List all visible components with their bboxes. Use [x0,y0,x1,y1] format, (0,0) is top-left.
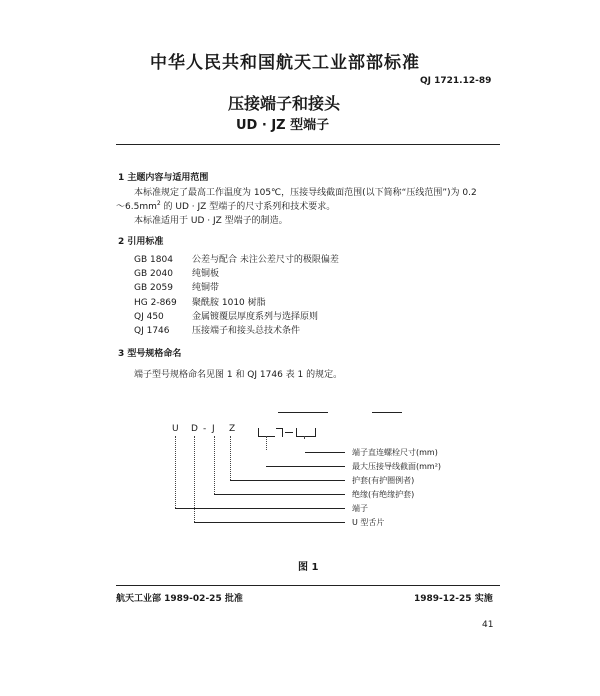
placeholder-dash [285,432,293,433]
page-number: 41 [482,620,494,630]
diagram-letter-z: Z [229,424,236,434]
leader-horizontal [266,466,345,467]
diagram-dash: - [203,424,207,434]
leader-horizontal [194,522,345,523]
figure-caption: 图 1 [298,562,319,573]
standard-number: QJ 1721.12-89 [420,76,492,86]
reference-code: GB 2059 [134,283,173,293]
reference-title: 公差与配合 未注公差尺寸的极限偏差 [192,255,339,265]
document-subtitle: UD · JZ 型端子 [236,118,330,133]
reference-code: QJ 1746 [134,326,170,336]
section-2-heading: 2 引用标准 [118,237,164,247]
reference-item [134,280,219,293]
leader-horizontal [175,508,345,509]
reference-code: GB 2040 [134,269,173,279]
section-1-paragraph-2: 本标准适用于 UD · JZ 型端子的制造。 [134,216,288,226]
label-insulation: 绝缘(有绝缘护套) [352,490,415,499]
label-sleeve: 护套(有护圈例者) [352,476,415,485]
leader-horizontal [305,452,345,453]
section-1-paragraph-1-line-2 [116,199,335,212]
section-1-heading: 1 主题内容与适用范围 [118,173,209,183]
leader-vertical [214,436,215,494]
approval-date: 航天工业部 1989-02-25 批准 [116,594,243,604]
reference-item [134,266,219,279]
range-text: ～6.5mm [116,202,157,212]
leader-vertical [266,436,267,450]
leader-horizontal [230,480,345,481]
placeholder-box [276,428,283,437]
reference-item [134,323,300,336]
superscript: 2 [156,200,161,207]
reference-title: 压接端子和接头总技术条件 [192,326,301,336]
range-text-tail: 的 UD · JZ 型端子的尺寸系列和技术要求。 [160,202,336,212]
diagram-letter-j: J [212,424,215,434]
leader-vertical [194,436,195,522]
top-rule [116,144,500,145]
placeholder-box [296,428,316,437]
reference-item [134,309,318,322]
section-3-paragraph: 端子型号规格命名见图 1 和 QJ 1746 表 1 的规定。 [134,370,343,380]
reference-title: 纯铜板 [192,269,220,279]
document-title: 压接端子和接头 [228,94,341,113]
reference-code: QJ 450 [134,312,164,322]
label-max-wire-section: 最大压接导线截面(mm²) [352,462,442,471]
diagram-letter-u: U [172,424,179,434]
leader-horizontal [214,494,345,495]
section-1-paragraph-1-line-1: 本标准规定了最高工作温度为 105℃，压接导线截面范围(以下简称“压线范围”)为 0.2 [134,188,477,198]
reference-item [134,252,339,265]
placeholder-overline [278,412,328,413]
label-stud-size: 端子直连螺栓尺寸(mm) [352,448,438,457]
reference-code: HG 2-869 [134,298,177,308]
reference-code: GB 1804 [134,255,173,265]
label-terminal: 端子 [352,504,368,513]
reference-title: 聚酰胺 1010 树脂 [192,298,266,308]
section-3-heading: 3 型号规格命名 [118,349,182,359]
standard-header: 中华人民共和国航天工业部部标准 [150,53,420,73]
leader-vertical [230,436,231,480]
label-u-tongue: U 型舌片 [352,518,385,527]
diagram-letter-d: D [191,424,198,434]
reference-title: 金属镀覆层厚度系列与选择原则 [192,312,319,322]
reference-item [134,295,266,308]
bottom-rule [116,585,500,586]
placeholder-overline [372,412,402,413]
reference-title: 纯铜带 [192,283,220,293]
leader-vertical [304,436,305,438]
leader-vertical [175,436,176,508]
effective-date: 1989-12-25 实施 [414,594,493,604]
